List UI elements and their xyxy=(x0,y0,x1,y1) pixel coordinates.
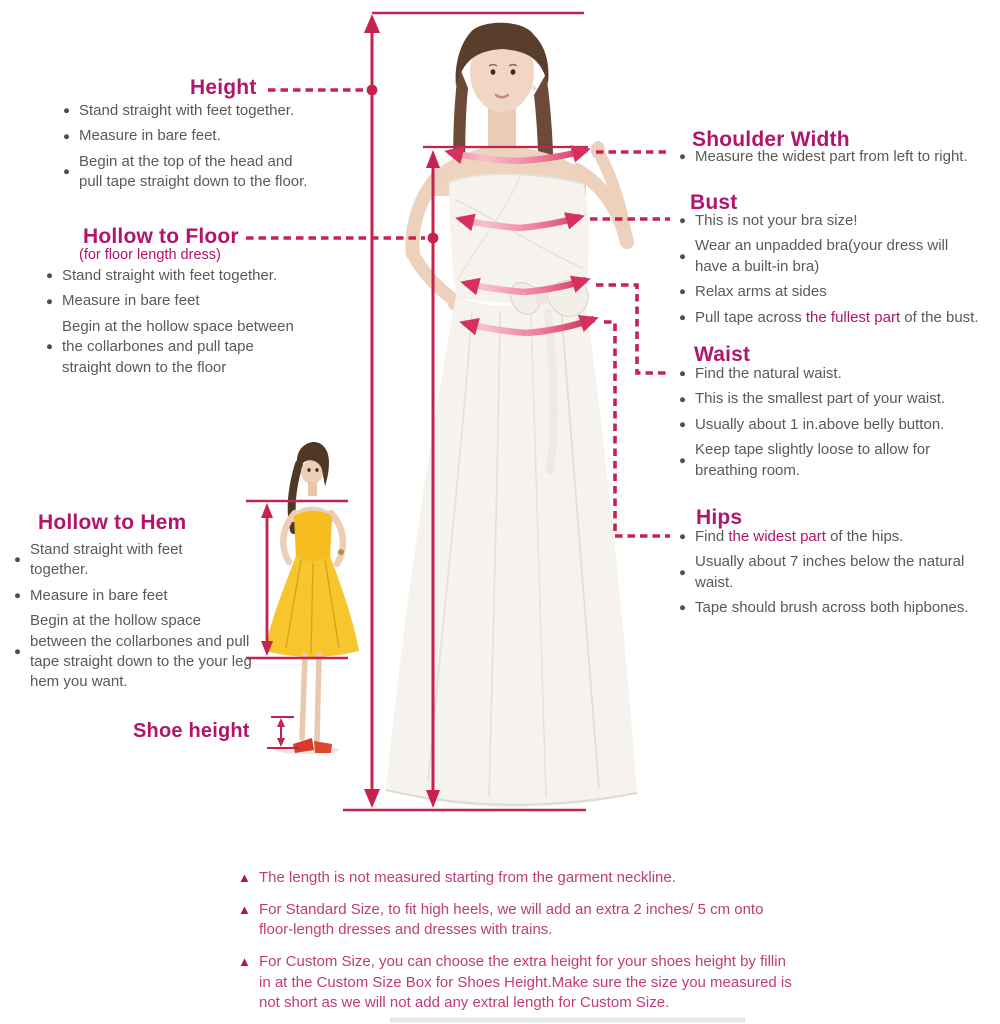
bullet-highlight: the fullest part xyxy=(805,308,901,326)
waist-bullets xyxy=(678,364,990,486)
list-item: Keep tape slightly loose to allow for breathing room. xyxy=(678,440,990,481)
list-item: This is the smallest part of your waist. xyxy=(678,389,990,409)
list-item: Usually about 7 inches below the natural waist. xyxy=(678,552,998,593)
shoulder-width-title: Shoulder Width xyxy=(692,128,850,151)
bust-fullest-part-bullet xyxy=(678,308,990,328)
list-item: Measure in bare feet xyxy=(13,586,253,606)
footnote: ▲ For Custom Size, you can choose the extra height for your shoes height by fillin in at the Custom Size Box for Shoes Height.Make sure the size you measured is not short as we will not add any extral length for Custom Size. xyxy=(238,952,878,1014)
footnote: ▲ For Standard Size, to fit high heels, we will add an extra 2 inches/ 5 cm onto floor-length dresses and dresses with trains. xyxy=(238,900,878,941)
height-bullets xyxy=(62,101,352,198)
hollow-to-hem-bullets xyxy=(13,540,253,698)
hips-title: Hips xyxy=(696,506,743,529)
bust-bullets xyxy=(678,211,990,333)
list-item: Wear an unpadded bra(your dress will have a built-in bra) xyxy=(678,236,990,277)
list-item: Stand straight with feet together. xyxy=(13,540,253,581)
main-model-photo xyxy=(386,23,637,807)
height-title: Height xyxy=(190,76,257,99)
hollow-to-hem-title: Hollow to Hem xyxy=(38,511,187,534)
footnote: ▲ The length is not measured starting from the garment neckline. xyxy=(238,868,878,889)
list-item: Measure in bare feet. xyxy=(62,126,352,146)
bullet-text: Pull tape across xyxy=(695,308,806,326)
bullet-text: Find xyxy=(695,528,729,545)
bullet-text: of the hips. xyxy=(825,528,904,545)
hips-bullets xyxy=(678,527,998,624)
bullet-highlight: the widest part xyxy=(728,528,826,545)
list-item: Find the natural waist. xyxy=(678,364,990,384)
hollow-to-floor-bullets xyxy=(45,266,345,383)
list-item: Usually about 1 in.above belly button. xyxy=(678,415,990,435)
list-item: Relax arms at sides xyxy=(678,282,990,302)
bust-title: Bust xyxy=(690,191,738,214)
hollow-to-floor-title: Hollow to Floor xyxy=(83,225,239,248)
list-item: Tape should brush across both hipbones. xyxy=(678,598,998,618)
footnotes xyxy=(238,868,878,1024)
bullet-text: of the bust. xyxy=(900,308,979,326)
list-item: Begin at the top of the head and pull tape straight down to the floor. xyxy=(62,152,352,193)
hips-widest-part-bullet xyxy=(678,527,998,547)
list-item: Begin at the hollow space between the collarbones and pull tape straight down to the floor xyxy=(45,317,345,378)
list-item: Stand straight with feet together. xyxy=(45,266,345,286)
list-item: Begin at the hollow space between the collarbones and pull tape straight down to the your leg hem you want. xyxy=(13,611,253,693)
list-item: Stand straight with feet together. xyxy=(62,101,352,121)
shoe-height-mark xyxy=(267,717,299,748)
small-model-photo xyxy=(265,442,359,754)
waist-connector xyxy=(596,285,670,373)
hollow-to-floor-subtitle: (for floor length dress) xyxy=(79,247,221,263)
waist-title: Waist xyxy=(694,343,751,366)
list-item: Measure in bare feet xyxy=(45,291,345,311)
shoe-height-title: Shoe height xyxy=(133,720,250,742)
shoulder-width-bullets xyxy=(678,147,990,172)
list-item: Measure the widest part from left to right. xyxy=(678,147,990,167)
hips-connector xyxy=(604,322,670,536)
list-item: This is not your bra size! xyxy=(678,211,990,231)
